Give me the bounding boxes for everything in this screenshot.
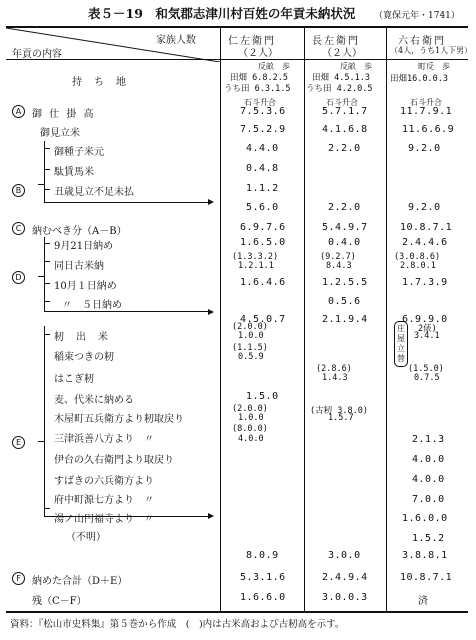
land-col1-fields: 田畑 6.8.2.5 [230, 72, 288, 83]
arrowhead [208, 199, 214, 205]
row-iyodai: 伊台の久右衛門より取戻り [54, 455, 174, 467]
bracket-tick [44, 283, 50, 284]
row-mugi: 麦、代米に納める [54, 395, 134, 407]
oct1-col2: 1.2.5.5 [322, 277, 368, 289]
subtotal-e-col3: 3.8.8.1 [402, 550, 448, 562]
sameday-col1: 1.2.1.1 [238, 261, 274, 272]
row-fuchu: 府中町源七方より 〃 [54, 495, 154, 507]
row-gomitate: 御見立米 [40, 128, 80, 140]
momi-col1-old: (2.0.0) [232, 321, 268, 332]
marker-c: C [12, 222, 25, 235]
column-divider [386, 28, 387, 611]
sep21-col3: 2.4.4.6 [402, 237, 448, 249]
inetsuka-col1: 0.5.9 [238, 352, 264, 363]
header-col3-count: （4人，うち1人下男） [390, 45, 473, 55]
sameday-col3-old: (3.0.8.6) [394, 252, 441, 263]
row-osamubeki: 納むべき分（A－B） [32, 225, 127, 237]
tanegome-col3: 9.2.0 [408, 142, 441, 154]
kiya-col2: 1.5.7 [328, 413, 354, 424]
unit-col3: 石斗升合 [410, 97, 442, 107]
zan-col3: 済 [418, 596, 428, 607]
tanegome-col1: 4.4.0 [246, 142, 279, 154]
source-note: 資料：『松山市史料集』第５巻から作成 ( )内は古米高および古籾高を示す。 [10, 619, 345, 630]
row-momi: 籾 出 米 [54, 332, 109, 344]
sep21-col1: 1.6.5.0 [240, 237, 286, 249]
bracket-tick [44, 243, 50, 244]
shoya-label: 庄屋立替 [394, 321, 408, 367]
arrears-table [6, 26, 473, 613]
table-era-note: （寛保元年・1741） [374, 11, 460, 21]
row-subaki: すばきの六兵衛方より [54, 475, 154, 487]
subtotal-e-col1: 8.0.9 [246, 550, 279, 562]
subtotal-b-col3: 9.2.0 [408, 202, 441, 214]
row-zan: 残（C－F） [32, 596, 87, 607]
row-inetsuka: 稲束つきの籾 [54, 351, 114, 363]
inetsuka-col1-old: (1.1.5) [232, 342, 268, 353]
land-label: 持 ち 地 [72, 77, 127, 89]
sameday-col1-old: (1.3.3.2) [232, 252, 279, 263]
bracket-d-arrow [44, 311, 208, 312]
hakoge-col2-old: (2.8.6) [316, 364, 352, 375]
bracket-tick [44, 169, 50, 170]
oct1-col3: 1.7.3.9 [402, 277, 448, 289]
subtotal-b-col1: 5.6.0 [246, 202, 279, 214]
row-oct5: 〃 ５日納め [62, 299, 122, 311]
row-dachinme: 駄賃馬米 [54, 167, 94, 179]
hakoge-col2: 1.4.3 [322, 373, 348, 384]
row-mitsu: 三津浜善八方より 〃 [54, 433, 154, 445]
ushi-col1: 1.1.2 [246, 182, 279, 194]
hakoge-col3-old: (1.5.0) [408, 364, 444, 375]
table-title: 表５－19 和気郡志津川村百姓の年貢未納状況 [88, 6, 356, 21]
osameta-col3: 10.8.7.1 [400, 572, 453, 583]
mitsu-col3: 2.1.3 [412, 433, 445, 445]
zan-col1: 1.6.6.0 [240, 592, 286, 603]
bracket-tick [44, 261, 50, 262]
land-unit-col1: 反畝 歩 [258, 62, 290, 72]
row-fumei: （不明） [66, 532, 106, 544]
sameday-col3: 2.8.0.1 [400, 261, 436, 272]
subtotal-d-col2: 2.1.9.4 [322, 314, 368, 326]
row-sep21: 9月21日納め [54, 241, 114, 253]
gomitate-col3: 11.6.6.9 [402, 124, 455, 136]
gomitate-col1: 7.5.2.9 [240, 124, 286, 136]
fuchu-col3: 7.0.0 [412, 493, 445, 505]
bracket-tick [38, 184, 44, 185]
subtotal-e-col2: 3.0.0 [328, 550, 361, 562]
hakoge-col3: 0.7.5 [414, 373, 440, 384]
marker-f: F [12, 572, 25, 585]
bracket-tick [38, 276, 44, 277]
header-col2-name: 長左衛門 [312, 35, 360, 47]
iyodai-col3: 4.0.0 [412, 454, 445, 466]
gosikake-col3: 11.7.9.1 [400, 105, 453, 117]
kiya-col1: 1.0.0 [238, 413, 264, 424]
header-col2-count: （２人） [322, 47, 362, 59]
sep21-col2: 0.4.0 [328, 237, 361, 249]
row-ushi: 丑歳見立不足未払 [54, 186, 134, 198]
momi-col3: 3.4.1 [414, 330, 440, 341]
land-unit-col2: 反畝 歩 [340, 62, 372, 72]
row-hakoge: はこぎ籾 [54, 373, 94, 385]
subaki-col3: 4.0.0 [412, 474, 445, 486]
land-col2-fields: 田畑 4.5.1.3 [312, 72, 370, 83]
bracket-tick [44, 148, 50, 149]
subtotal-d-col3: 6.9.9.0 [402, 314, 448, 326]
gosikake-col2: 5.7.1.7 [322, 105, 368, 117]
bracket-tick [44, 301, 50, 302]
arrowhead [208, 513, 214, 519]
header-col1-count: （２人） [238, 47, 278, 59]
row-tanegome: 御種子米元 [54, 146, 104, 158]
yunoyama-col3: 1.6.0.0 [402, 513, 448, 525]
sameday-col2-old: (9.2.7) [320, 252, 356, 263]
osameta-col1: 5.3.1.6 [240, 572, 286, 583]
osamubeki-col1: 6.9.7.6 [240, 221, 286, 233]
mitsu-col1-old: (8.0.0) [232, 424, 268, 435]
row-sameday: 同日古米納 [54, 260, 104, 272]
tanegome-col2: 2.2.0 [328, 142, 361, 154]
bracket-e [44, 326, 45, 516]
oct5-col2: 0.5.6 [328, 295, 361, 307]
column-divider [304, 28, 305, 611]
mitsu-col1: 4.0.0 [238, 433, 264, 444]
momi-col3-bales: 2俵) [418, 323, 437, 334]
unit-col1: 石斗升合 [244, 97, 276, 107]
arrowhead [208, 309, 214, 315]
gosikake-col1: 7.5.3.6 [240, 105, 286, 117]
header-family-count: 家族人数 [156, 34, 196, 46]
header-col3-name: 六右衛門 [398, 35, 446, 47]
land-col1-paddy: うち田 6.3.1.5 [224, 83, 291, 94]
bracket-tick [44, 508, 50, 509]
dachinme-col1: 0.4.8 [246, 163, 279, 175]
kiya-col1-old: (2.0.0) [232, 404, 268, 415]
marker-d: D [12, 271, 25, 284]
subtotal-b-col2: 2.2.0 [328, 202, 361, 214]
bracket-tick [38, 441, 44, 442]
momi-col1: 1.0.0 [238, 330, 264, 341]
land-unit-col3: 町反 歩 [418, 62, 450, 72]
kiya-col2-old: (古籾 3.8.0) [310, 406, 368, 417]
marker-e: E [12, 436, 25, 449]
row-yunoyama: 湯ノ山円福寺より 〃 [54, 513, 154, 525]
header-content: 年貢の内容 [12, 48, 62, 60]
osamubeki-col2: 5.4.9.7 [322, 221, 368, 233]
row-oct1: 10月１日納め [54, 281, 117, 293]
bracket-tick [44, 334, 50, 335]
bracket-stem [44, 189, 45, 202]
sameday-col2: 8.4.3 [326, 261, 352, 272]
marker-a: A [12, 105, 25, 118]
zan-col2: 3.0.0.3 [322, 592, 368, 603]
gomitate-col2: 4.1.6.8 [322, 124, 368, 136]
column-divider [220, 28, 221, 611]
mugi-col1: 1.5.0 [246, 391, 279, 403]
fumei-col3: 1.5.2 [412, 532, 445, 544]
bracket-b-arrow [44, 202, 208, 203]
row-osameta: 納めた合計（D＋E） [32, 576, 128, 587]
header-rule [6, 59, 468, 60]
unit-col2: 石斗升合 [326, 97, 358, 107]
land-col2-paddy: うち田 4.2.0.5 [306, 83, 373, 94]
oct1-col1: 1.6.4.6 [240, 277, 286, 289]
subtotal-d-col1: 4.5.0.7 [240, 314, 286, 326]
row-kiya: 木屋町五兵衛方より籾取戻り [54, 413, 184, 425]
row-gosikake: 御 仕 掛 高 [32, 108, 96, 120]
land-col3-fields: 田畑16.0.0.3 [390, 74, 448, 85]
osameta-col2: 2.4.9.4 [322, 572, 368, 583]
osamubeki-col3: 10.8.7.1 [400, 221, 453, 233]
header-col1-name: 仁左衛門 [228, 35, 276, 47]
marker-b: B [12, 184, 25, 197]
